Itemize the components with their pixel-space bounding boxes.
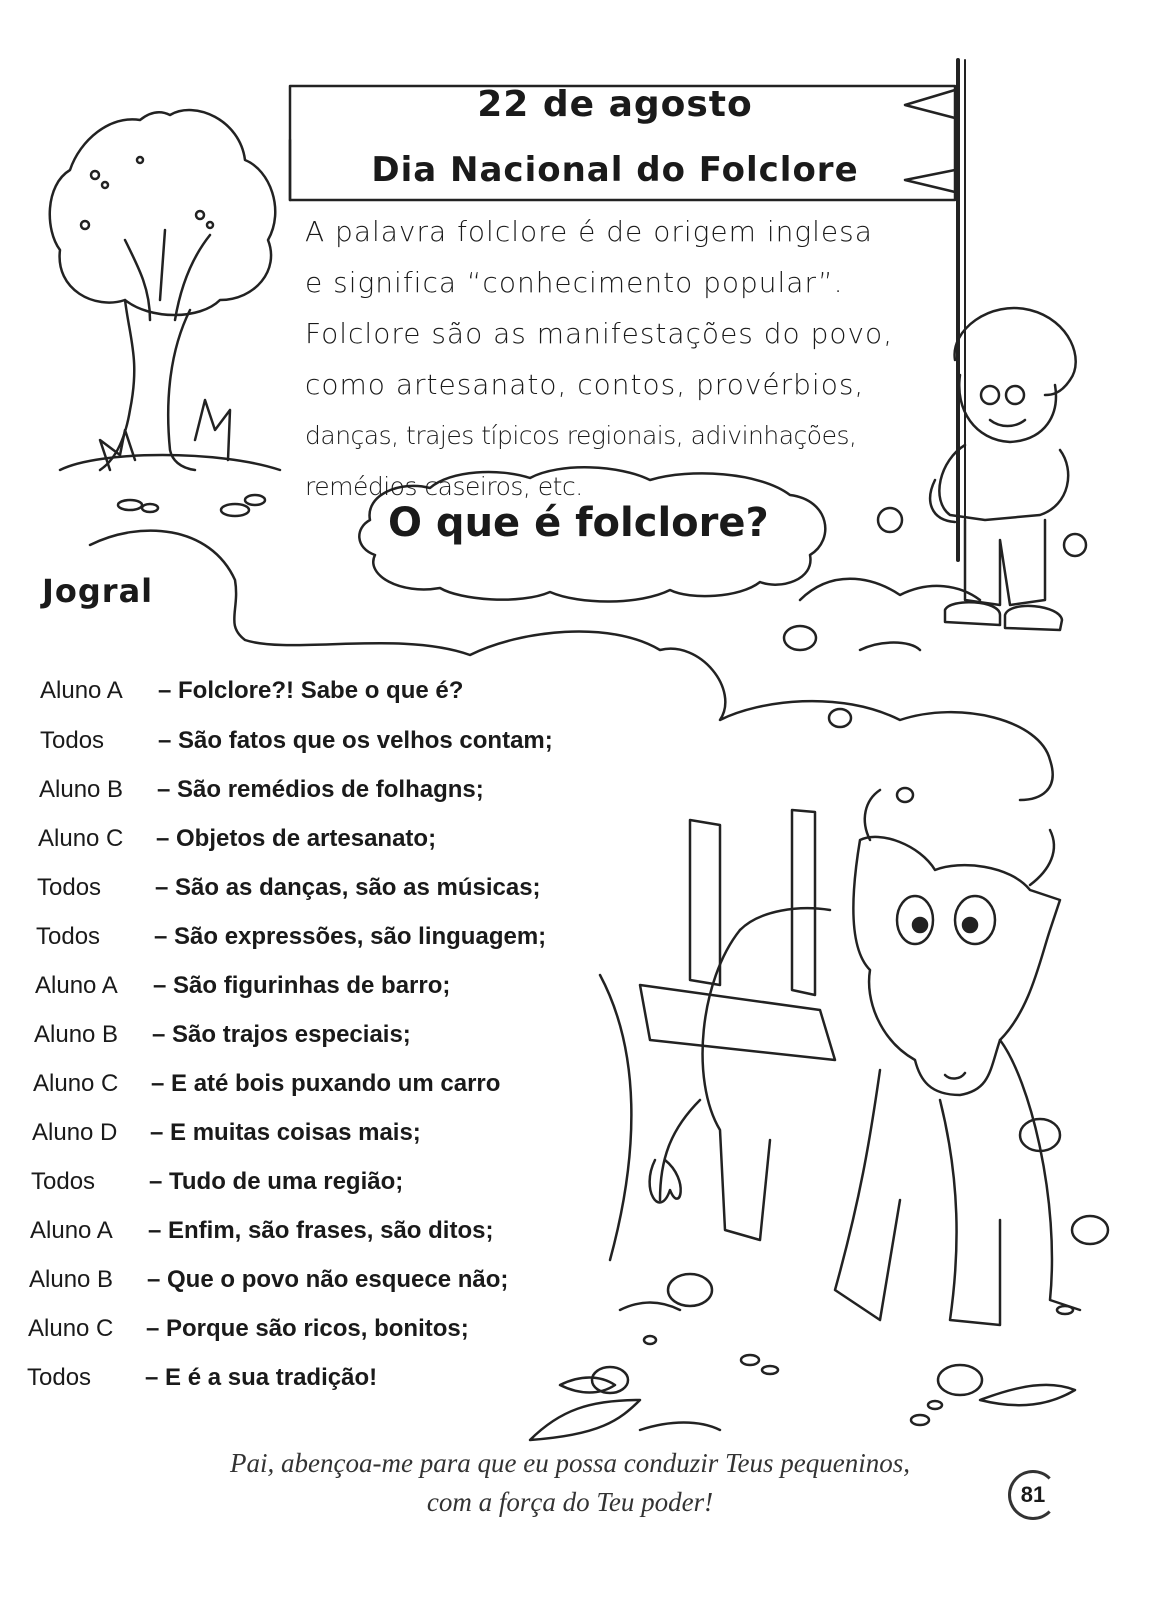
line-text: – Objetos de artesanato; <box>156 825 437 852</box>
page-number: 81 <box>1008 1470 1058 1520</box>
line-text: – E é a sua tradição! <box>145 1364 378 1391</box>
intro-line-5: danças, trajes típicos regionais, adivinhações, <box>305 421 857 450</box>
speaker: Todos <box>27 1364 92 1391</box>
speaker: Aluno B <box>34 1021 119 1048</box>
banner-title: Dia Nacional do Folclore <box>371 150 859 190</box>
intro-line <box>305 206 905 512</box>
speaker: Aluno A <box>30 1217 113 1244</box>
ox-illustration <box>600 790 1080 1325</box>
line-text: – São as danças, são as músicas; <box>155 874 541 901</box>
footer-line-1: Pai, abençoa-me para que eu possa conduzir Teus pequeninos, <box>230 1448 910 1478</box>
footer-line-2: com a força do Teu poder! <box>426 1487 714 1517</box>
line-text: – São fatos que os velhos contam; <box>158 727 553 754</box>
speaker: Aluno C <box>28 1315 114 1342</box>
line-text: – Que o povo não esquece não; <box>147 1266 509 1293</box>
line-text: – São trajos especiais; <box>152 1021 411 1048</box>
line-text: – São expressões, são linguagem; <box>154 923 547 950</box>
speaker: Todos <box>36 923 101 950</box>
banner-date: 22 de agosto <box>477 84 753 125</box>
line-text: – E muitas coisas mais; <box>150 1119 421 1146</box>
intro-line-3: Folclore são as manifestações do povo, <box>305 317 894 350</box>
tree-illustration <box>50 110 280 516</box>
speaker: Todos <box>40 727 105 754</box>
line-text: – São remédios de folhagns; <box>157 776 484 803</box>
flower-icon <box>530 508 1108 1440</box>
speaker: Aluno B <box>39 776 124 803</box>
speaker: Aluno C <box>38 825 124 852</box>
line-text: – Folclore?! Sabe o que é? <box>158 677 464 704</box>
line-text: – E até bois puxando um carro <box>151 1070 501 1097</box>
line-text: – Tudo de uma região; <box>149 1168 404 1195</box>
intro-line-4: como artesanato, contos, provérbios, <box>305 368 865 401</box>
intro-line-6: remédios caseiros, etc. <box>305 472 583 501</box>
section-title: Jogral <box>42 572 154 610</box>
speaker: Aluno B <box>29 1266 114 1293</box>
cloud-question: O que é folclore? <box>388 500 769 546</box>
intro-line-2: e significa “conhecimento popular”. <box>305 266 844 299</box>
line-text: – São figurinhas de barro; <box>153 972 451 999</box>
speaker: Aluno A <box>35 972 118 999</box>
speaker: Aluno A <box>40 677 123 704</box>
speaker: Aluno C <box>33 1070 119 1097</box>
speaker: Aluno D <box>32 1119 118 1146</box>
speaker: Todos <box>31 1168 96 1195</box>
line-text: – Porque são ricos, bonitos; <box>146 1315 469 1342</box>
boy-illustration <box>930 308 1076 630</box>
speaker: Todos <box>37 874 102 901</box>
line-text: – Enfim, são frases, são ditos; <box>148 1217 494 1244</box>
intro-line-1: A palavra folclore é de origem inglesa <box>305 215 873 248</box>
